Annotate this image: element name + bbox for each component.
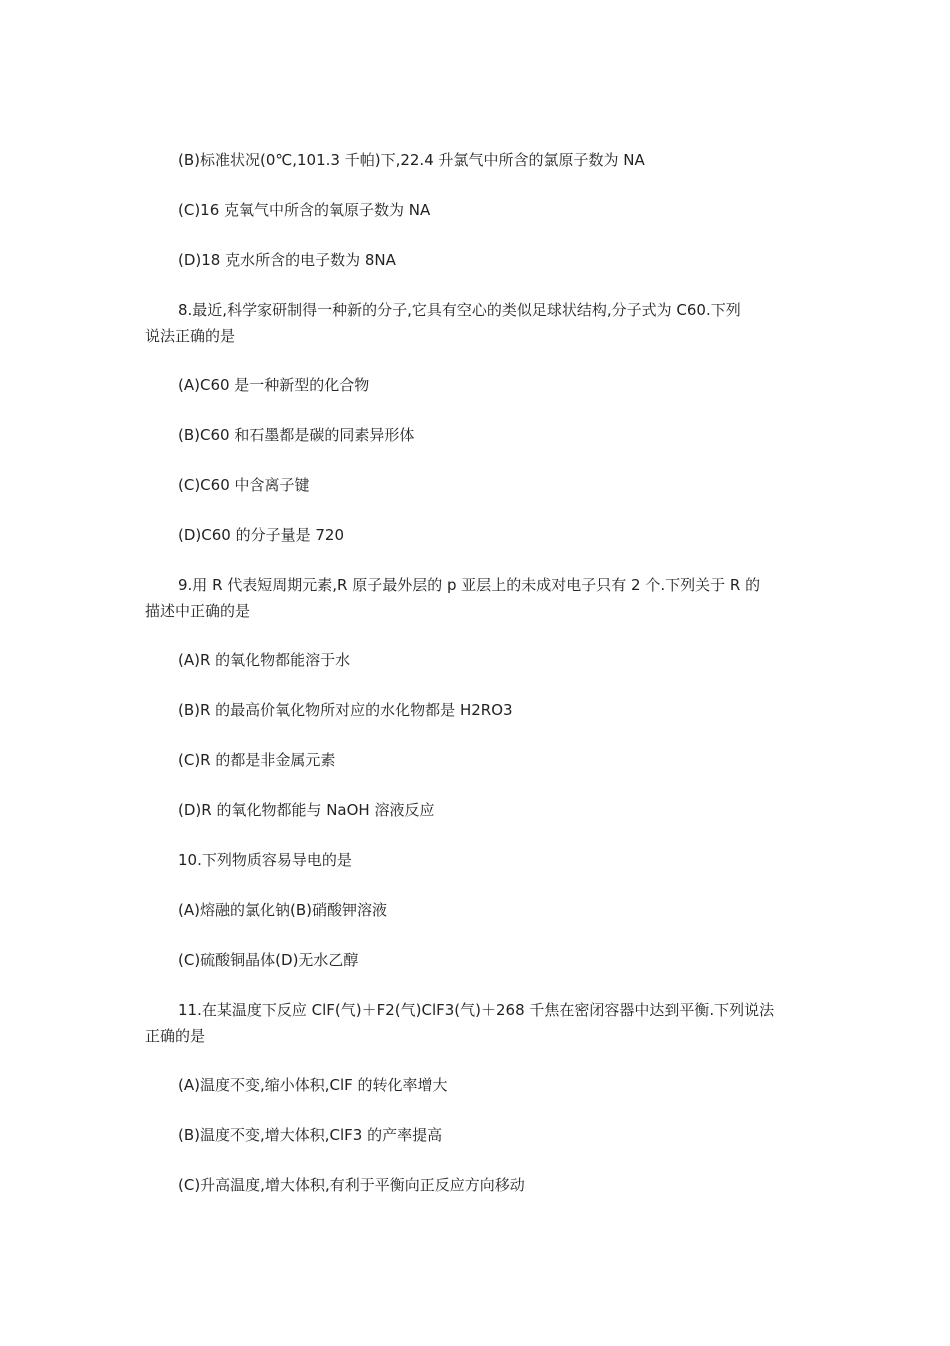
question-8-line-2: 说法正确的是 — [145, 327, 236, 345]
option-11a: (A)温度不变,缩小体积,ClF 的转化率增大 — [178, 1076, 448, 1094]
option-8c: (C)C60 中含离子键 — [178, 476, 310, 494]
option-9d: (D)R 的氧化物都能与 NaOH 溶液反应 — [178, 801, 435, 819]
question-8-line-1: 8.最近,科学家研制得一种新的分子,它具有空心的类似足球状结构,分子式为 C60.下列 — [178, 301, 741, 319]
option-7d: (D)18 克水所含的电子数为 8NA — [178, 251, 396, 269]
option-8b: (B)C60 和石墨都是碳的同素异形体 — [178, 426, 415, 444]
question-11-line-1: 11.在某温度下反应 ClF(气)＋F2(气)ClF3(气)＋268 千焦在密闭容器中达到平衡.下列说法 — [178, 1001, 775, 1019]
option-11b: (B)温度不变,增大体积,ClF3 的产率提高 — [178, 1126, 443, 1144]
question-9-line-2: 描述中正确的是 — [145, 602, 251, 620]
question-10: 10.下列物质容易导电的是 — [178, 851, 352, 869]
question-11-line-2: 正确的是 — [145, 1027, 206, 1045]
option-7c: (C)16 克氧气中所含的氧原子数为 NA — [178, 201, 431, 219]
option-8a: (A)C60 是一种新型的化合物 — [178, 376, 370, 394]
option-10cd: (C)硫酸铜晶体(D)无水乙醇 — [178, 951, 359, 969]
option-9c: (C)R 的都是非金属元素 — [178, 751, 336, 769]
option-9a: (A)R 的氧化物都能溶于水 — [178, 651, 351, 669]
option-10ab: (A)熔融的氯化钠(B)硝酸钾溶液 — [178, 901, 387, 919]
question-9-line-1: 9.用 R 代表短周期元素,R 原子最外层的 p 亚层上的未成对电子只有 2 个.下列关于 R 的 — [178, 576, 761, 594]
option-8d: (D)C60 的分子量是 720 — [178, 526, 344, 544]
option-11c: (C)升高温度,增大体积,有利于平衡向正反应方向移动 — [178, 1176, 525, 1194]
option-9b: (B)R 的最高价氧化物所对应的水化物都是 H2RO3 — [178, 701, 513, 719]
option-7b: (B)标准状况(0℃,101.3 千帕)下,22.4 升氯气中所含的氯原子数为 NA — [178, 151, 645, 169]
